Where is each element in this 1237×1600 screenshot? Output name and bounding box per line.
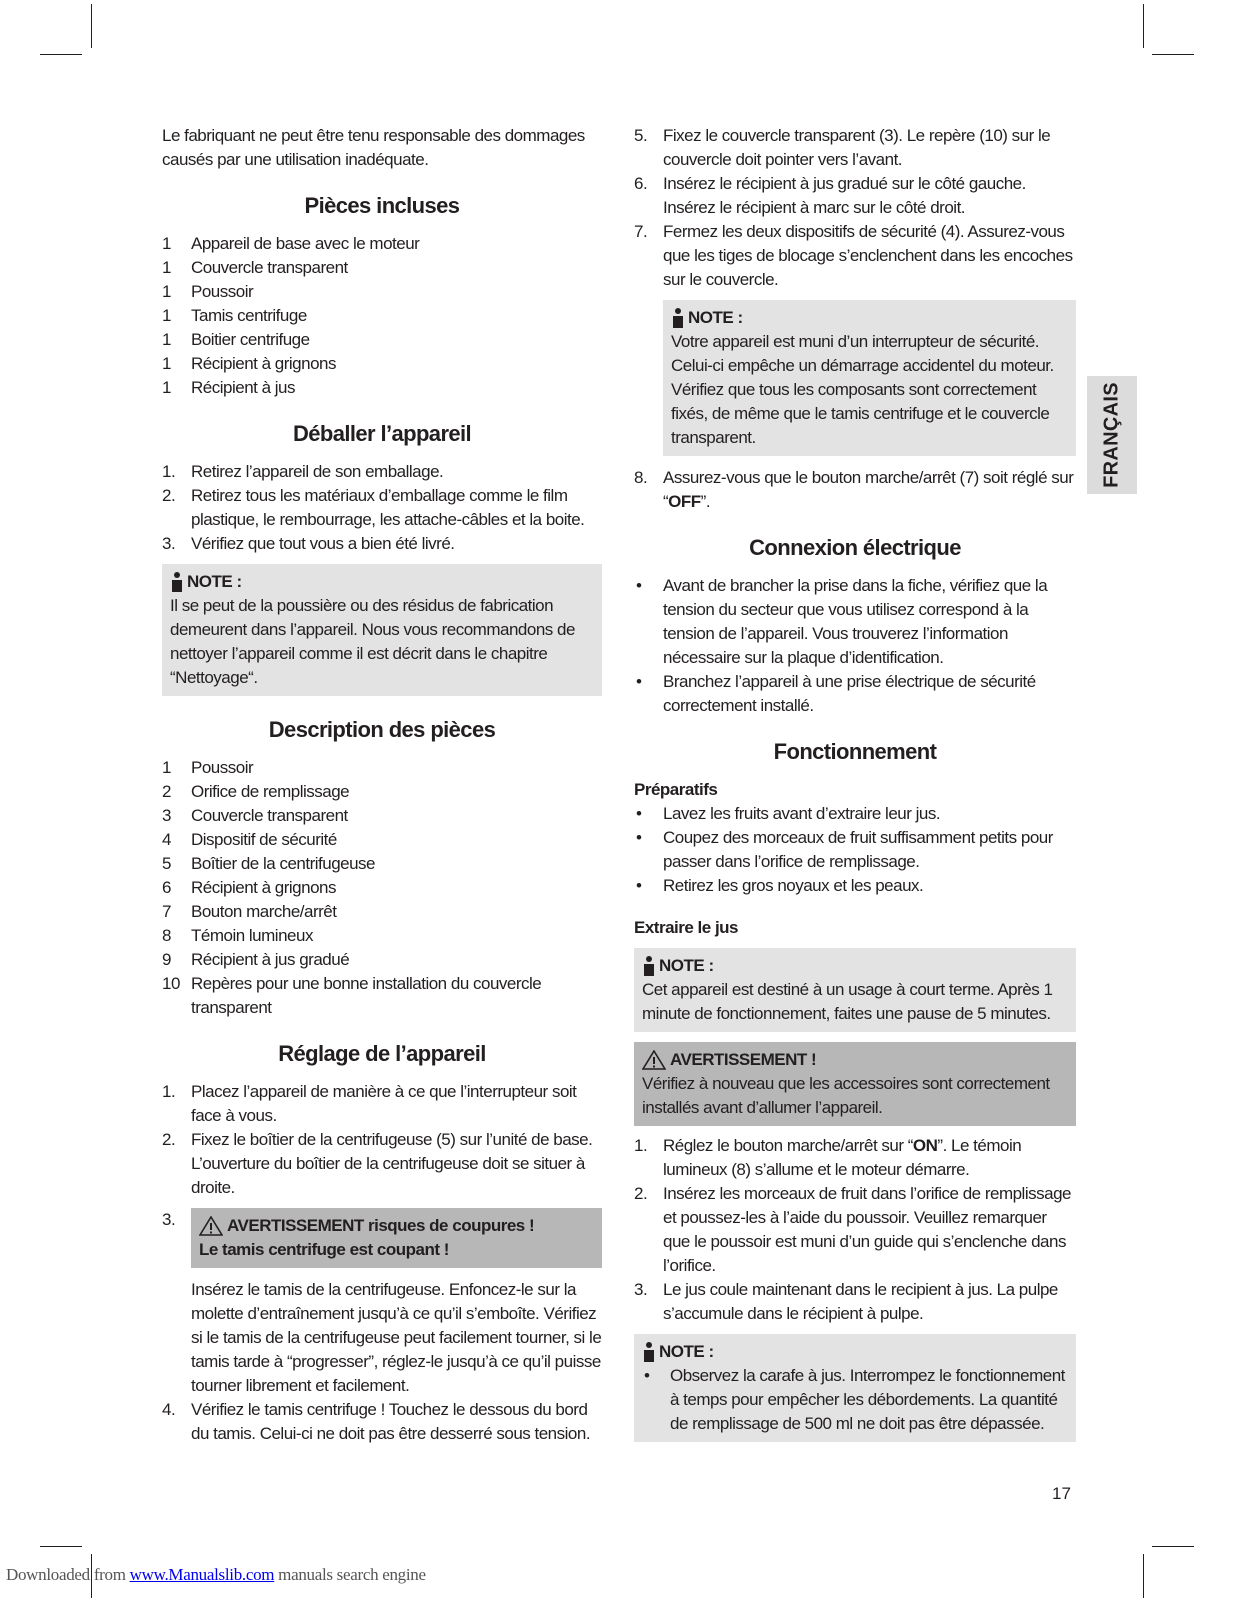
info-icon (642, 1342, 655, 1362)
list-item: • Lavez les fruits avant d’extraire leur jus. (636, 804, 941, 823)
list-item: 1 Poussoir (162, 758, 254, 777)
list-item: 8. Assurez-vous que le bouton marche/arrêt (7) soit réglé sur “OFF”. (634, 468, 1074, 511)
list-item: • Retirez les gros noyaux et les peaux. (636, 876, 924, 895)
right-column (634, 124, 1076, 1452)
list-item: 1 Boitier centrifuge (162, 330, 310, 349)
section-title-fonctionnement: Fonctionnement (773, 739, 937, 764)
list-item: 1 Couvercle transparent (162, 258, 348, 277)
section-title-description: Description des pièces (268, 717, 496, 742)
crop-mark (1152, 1546, 1194, 1547)
info-icon (170, 572, 183, 592)
subsection-title-extraire: Extraire le jus (634, 918, 739, 937)
list-item: 3. Vérifiez que tout vous a bien été livré. (162, 534, 455, 553)
list-item: 1. Retirez l’appareil de son emballage. (162, 462, 444, 481)
deballer-list (162, 460, 602, 556)
list-item: 2. Fixez le boîtier de la centrifugeuse (5) sur l’unité de base. L’ouverture du boîtier de la centrifugeuse doit se situer à droite. (162, 1130, 593, 1197)
language-tab-label: FRANÇAIS (1100, 382, 1123, 488)
crop-mark (1152, 54, 1194, 55)
crop-mark (1143, 4, 1144, 48)
reglage-steps-continued (634, 124, 1076, 292)
warning-triangle-icon (642, 1050, 666, 1070)
list-item: 4 Dispositif de sécurité (162, 830, 337, 849)
note-box: NOTE : • Observez la carafe à jus. Interrompez le fonctionnement à temps pour empêcher les débordements. La quantité de remplissage de 500 ml ne doit pas être dépassée. (634, 1334, 1076, 1442)
list-item: 7. Fermez les deux dispositifs de sécurité (4). Assurez-vous que les tiges de blocage s’enclenchent dans les encoches sur le couvercle. (634, 222, 1073, 289)
intro-text: Le fabriquant ne peut être tenu responsable des dommages causés par une utilisation inadéquate. (162, 126, 585, 169)
list-item: • Coupez des morceaux de fruit suffisamment petits pour passer dans l’orifice de remplissage. (636, 828, 1053, 871)
list-item: 10 Repères pour une bonne installation du couvercle transparent (162, 974, 542, 1017)
note-box: NOTE : Cet appareil est destiné à un usage à court terme. Après 1 minute de fonctionnement, faites une pause de 5 minutes. (634, 948, 1076, 1032)
warning-text: Vérifiez à nouveau que les accessoires sont correctement installés avant d’allumer l’appareil. (642, 1074, 1050, 1117)
list-item: 6. Insérez le récipient à jus gradué sur le côté gauche. Insérez le récipient à marc sur le côté droit. (634, 174, 1026, 217)
list-item: 1. Réglez le bouton marche/arrêt sur “ON”. Le témoin lumineux (8) s’allume et le moteur démarre. (634, 1136, 1022, 1179)
list-item: 9 Récipient à jus gradué (162, 950, 350, 969)
description-list (162, 756, 602, 1020)
list-item: 1 Poussoir (162, 282, 254, 301)
download-footer: Downloaded from www.Manualslib.com manuals search engine (6, 1565, 426, 1584)
list-item: 1 Récipient à grignons (162, 354, 336, 373)
subsection-title-preparatifs: Préparatifs (634, 780, 718, 799)
connexion-list (634, 574, 1076, 718)
list-item: 3. Le jus coule maintenant dans le recipient à jus. La pulpe s’accumule dans le récipient à pulpe. (634, 1280, 1058, 1323)
list-item: 1. Placez l’appareil de manière à ce que l’interrupteur soit face à vous. (162, 1082, 577, 1125)
note-box: NOTE : Il se peut de la poussière ou des résidus de fabrication demeurent dans l’appareil. Nous vous recommandons de nettoyer l’appareil comme il est décrit dans le chapitre “Nettoyage“. (162, 564, 602, 696)
list-item: 1 Récipient à jus (162, 378, 296, 397)
extraire-steps (634, 1134, 1076, 1326)
preparatifs-list (634, 802, 1076, 898)
list-item: 5 Boîtier de la centrifugeuse (162, 854, 376, 873)
crop-mark (40, 54, 82, 55)
note-text: Cet appareil est destiné à un usage à court terme. Après 1 minute de fonctionnement, faites une pause de 5 minutes. (642, 980, 1053, 1023)
list-item: 3. AVERTISSEMENT risques de coupures ! Le tamis centrifuge est coupant ! Insérez le tamis de la centrifugeuse. Enfoncez-le sur la molette d’entraînement jusqu’à ce qu’il s’emboîte. Vérifiez si le tamis de la centrifugeuse peut facilement tourner, si le tamis tarde à “progresser”, réglez-le jusqu’à ce qu’il puisse tourner librement et facilement. (162, 1210, 602, 1395)
note-text: Il se peut de la poussière ou des résidus de fabrication demeurent dans l’appareil. Nous vous recommandons de nettoyer l’appareil comme il est décrit dans le chapitre “Nettoyage“. (170, 596, 575, 687)
list-item: • Branchez l’appareil à une prise électrique de sécurité correctement installé. (636, 672, 1036, 715)
crop-mark (91, 4, 92, 48)
page-number: 17 (1052, 1484, 1071, 1503)
list-item: 7 Bouton marche/arrêt (162, 902, 337, 921)
warning-box: AVERTISSEMENT ! Vérifiez à nouveau que les accessoires sont correctement installés avant d’allumer l’appareil. (634, 1042, 1076, 1126)
note-text: Votre appareil est muni d’un interrupteur de sécurité. Celui-ci empêche un démarrage accidentel du moteur. Vérifiez que tous les composants sont correctement fixés, de même que le tamis centrifuge et le couvercle transparent. (671, 332, 1054, 447)
crop-mark (1143, 1554, 1144, 1598)
list-item: 8 Témoin lumineux (162, 926, 313, 945)
warning-triangle-icon (199, 1216, 223, 1236)
info-icon (671, 308, 684, 328)
list-item: 3 Couvercle transparent (162, 806, 348, 825)
section-title-deballer: Déballer l’appareil (292, 421, 472, 446)
list-item: 2. Retirez tous les matériaux d’emballage comme le film plastique, le rembourrage, les attache-câbles et la boite. (162, 486, 585, 529)
crop-mark (40, 1546, 82, 1547)
manualslib-link[interactable]: www.Manualslib.com (129, 1565, 275, 1584)
note-box: NOTE : Votre appareil est muni d’un interrupteur de sécurité. Celui-ci empêche un démarrage accidentel du moteur. Vérifiez que tous les composants sont correctement fixés, de même que le tamis centrifuge et le couvercle transparent. (663, 300, 1076, 456)
left-column (162, 124, 602, 1446)
reglage-list (162, 1080, 602, 1446)
section-title-connexion: Connexion électrique (749, 535, 961, 560)
info-icon (642, 956, 655, 976)
list-item: • Observez la carafe à jus. Interrompez le fonctionnement à temps pour empêcher les débordements. La quantité de remplissage de 500 ml ne doit pas être dépassée. (644, 1366, 1065, 1433)
list-item: • Avant de brancher la prise dans la fiche, vérifiez que la tension du secteur que vous utilisez correspond à la tension de l’appareil. Vous trouverez l’information nécessaire sur la plaque d’identification. (636, 576, 1048, 667)
list-item: 1 Appareil de base avec le moteur (162, 234, 420, 253)
section-title-pieces-incluses: Pièces incluses (304, 193, 460, 218)
list-item: 2 Orifice de remplissage (162, 782, 350, 801)
list-item: 2. Insérez les morceaux de fruit dans l’orifice de remplissage et poussez-les à l’aide du poussoir. Veuillez remarquer que le poussoir est muni d’un guide qui s’enclenche dans l’orifice. (634, 1184, 1071, 1275)
list-item: 6 Récipient à grignons (162, 878, 336, 897)
list-item: 4. Vérifiez le tamis centrifuge ! Touchez le dessous du bord du tamis. Celui-ci ne doit pas être desserré sous tension. (162, 1400, 591, 1443)
pieces-incluses-list (162, 232, 602, 400)
list-item: 1 Tamis centrifuge (162, 306, 307, 325)
list-item: 5. Fixez le couvercle transparent (3). Le repère (10) sur le couvercle doit pointer vers l’avant. (634, 126, 1051, 169)
language-tab (1087, 376, 1137, 494)
warning-box: AVERTISSEMENT risques de coupures ! Le tamis centrifuge est coupant ! (191, 1208, 602, 1268)
section-title-reglage: Réglage de l’appareil (278, 1041, 486, 1066)
